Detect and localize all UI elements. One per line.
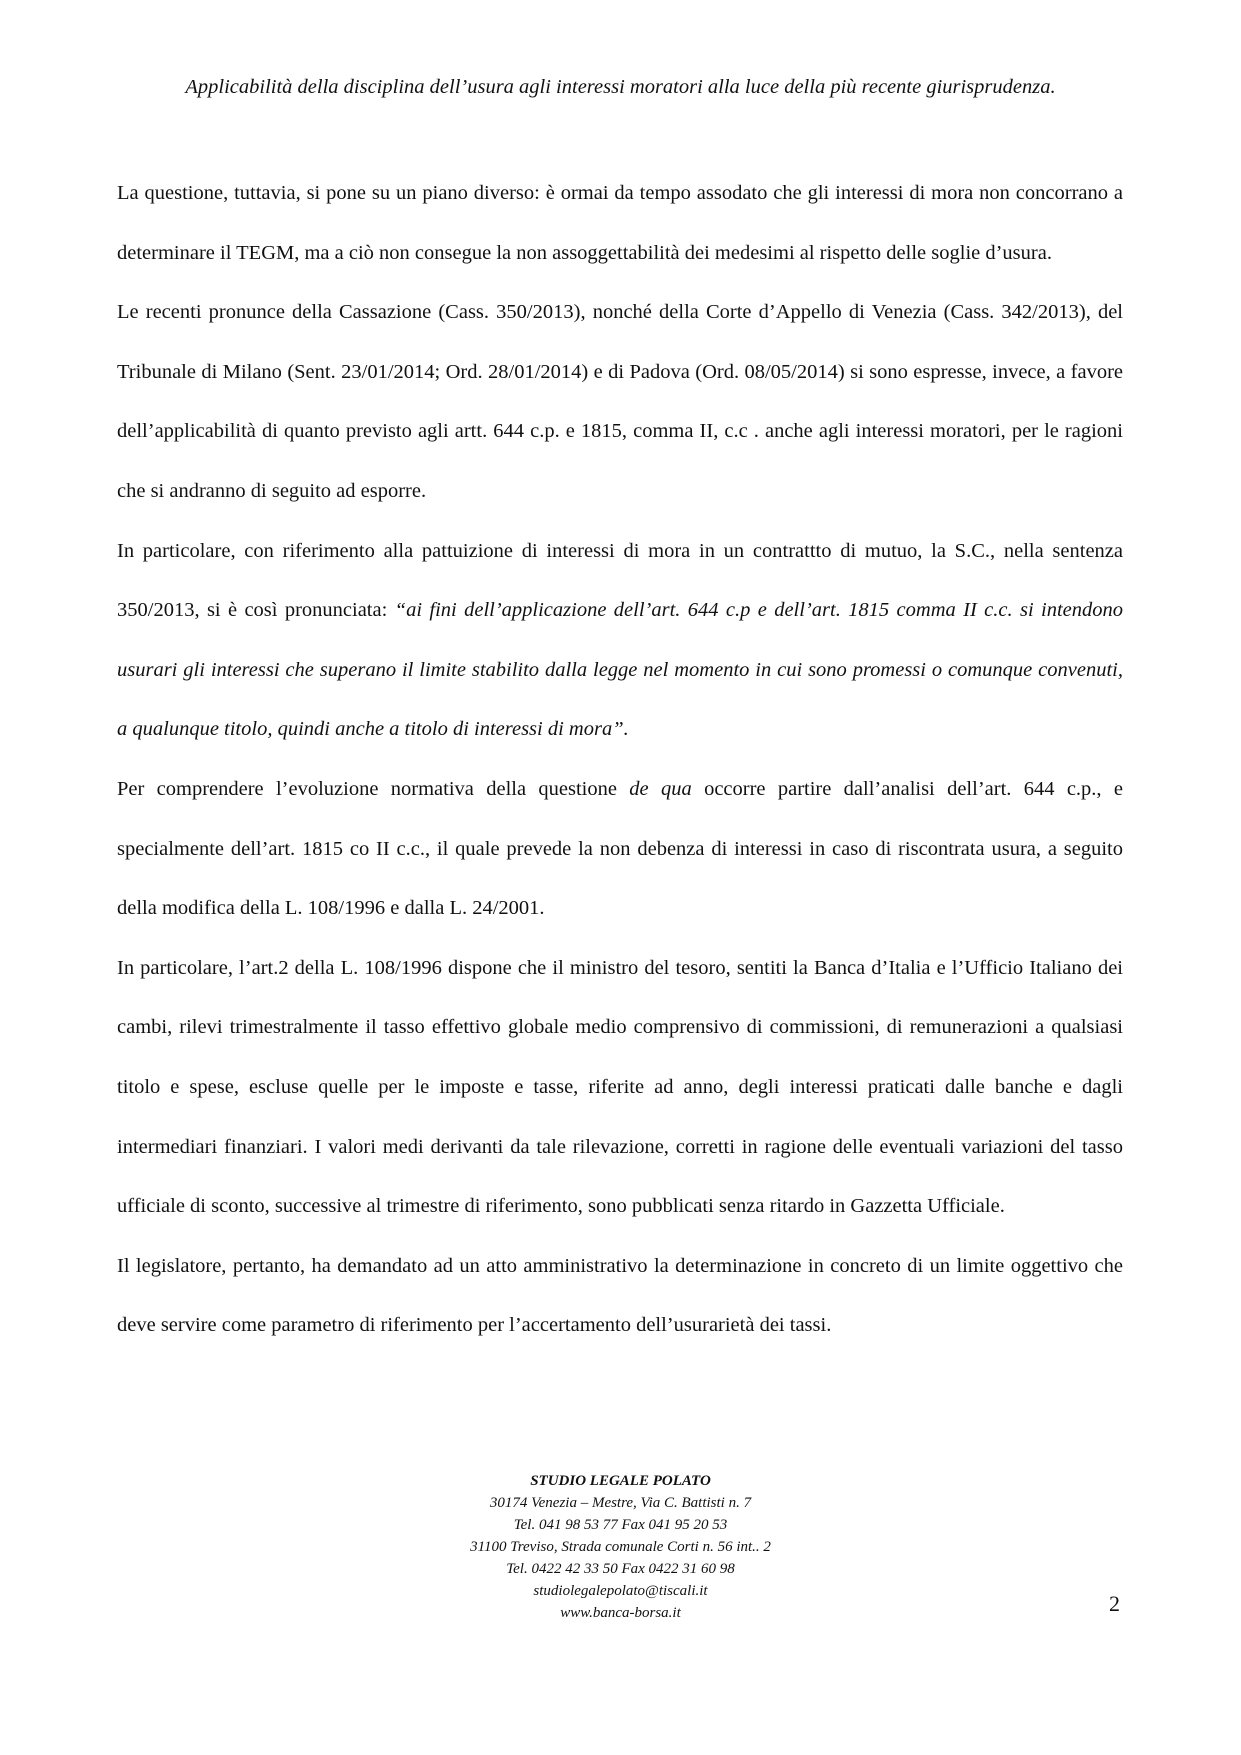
address-venezia: 30174 Venezia – Mestre, Via C. Battisti n. 7 — [489, 1495, 752, 1511]
paragraph-4-start: Per comprendere l’evoluzione normativa della questione — [117, 777, 630, 800]
phone-treviso: Tel. 0422 42 33 50 Fax 0422 31 60 98 — [506, 1561, 735, 1577]
running-header — [0, 74, 1241, 100]
latin-phrase: de qua — [629, 777, 692, 800]
quotation: “ai fini dell’applicazione dell’art. 644 c.p e dell’art. 1815 comma II c.c. si intendono usurari gli interessi che superano il limite stabilito dalla legge nel momento in cui sono promessi o comunque convenuti, a qualunque titolo, quindi anche a titolo di interessi di mora”. — [117, 599, 1123, 741]
phone-venezia: Tel. 041 98 53 77 Fax 041 95 20 53 — [513, 1517, 728, 1533]
email-address: studiolegalepolato@tiscali.it — [533, 1583, 708, 1599]
paragraph-3 — [117, 522, 1123, 760]
page-number: 2 — [1109, 1591, 1120, 1616]
paragraph-2: Le recenti pronunce della Cassazione (Cass. 350/2013), nonché della Corte d’Appello di Venezia (Cass. 342/2013), del Tribunale di Milano (Sent. 23/01/2014; Ord. 28/01/2014) e di Padova (Ord. 08/05/2014) si sono espresse, invece, a favore dell’applicabilità di quanto previsto agli artt. 644 c.p. e 1815, comma II, c.c . anche agli interessi moratori, per le ragioni che si andranno di seguito ad esporre. — [117, 301, 1123, 502]
paragraph-4-end: occorre partire dall’analisi dell’art. 644 c.p., e specialmente dell’art. 1815 co II c.c., il quale prevede la non debenza di interessi in caso di riscontrata usura, a seguito della modifica della L. 108/1996 e dalla L. 24/2001. — [117, 777, 1123, 920]
website: www.banca-borsa.it — [560, 1605, 681, 1621]
paragraph-5: In particolare, l’art.2 della L. 108/1996 dispone che il ministro del tesoro, sentiti la Banca d’Italia e l’Ufficio Italiano dei cambi, rilevi trimestralmente il tasso effettivo globale medio comprensivo di commissioni, di remunerazioni a qualsiasi titolo e spese, escluse quelle per le imposte e tasse, riferite ad anno, degli interessi praticati dalle banche e dagli intermediari finanziari. I valori medi derivanti da tale rilevazione, corretti in ragione delle eventuali variazioni del tasso ufficiale di sconto, successive al trimestre di riferimento, sono pubblicati senza ritardo in Gazzetta Ufficiale. — [117, 956, 1123, 1218]
letterhead-footer — [0, 1470, 1241, 1624]
document-body — [117, 164, 1123, 1356]
paragraph-3-intro: In particolare, con riferimento alla pattuizione di interessi di mora in un contrattto di mutuo, la S.C., nella sentenza 350/2013, si è così pronunciata: — [117, 539, 1123, 622]
paragraph-4 — [117, 760, 1123, 939]
paragraph-1: La questione, tuttavia, si pone su un piano diverso: è ormai da tempo assodato che gli interessi di mora non concorrano a determinare il TEGM, ma a ciò non consegue la non assoggettabilità dei medesimi al rispetto delle soglie d’usura. — [117, 182, 1123, 264]
running-title: Applicabilità della disciplina dell’usura agli interessi moratori alla luce della più recente giurisprudenza. — [185, 76, 1056, 98]
address-treviso: 31100 Treviso, Strada comunale Corti n. 56 int.. 2 — [470, 1539, 771, 1555]
paragraph-6: Il legislatore, pertanto, ha demandato ad un atto amministrativo la determinazione in concreto di un limite oggettivo che deve servire come parametro di riferimento per l’accertamento dell’usurarietà dei tassi. — [117, 1254, 1123, 1337]
firm-name: STUDIO LEGALE POLATO — [530, 1473, 711, 1489]
